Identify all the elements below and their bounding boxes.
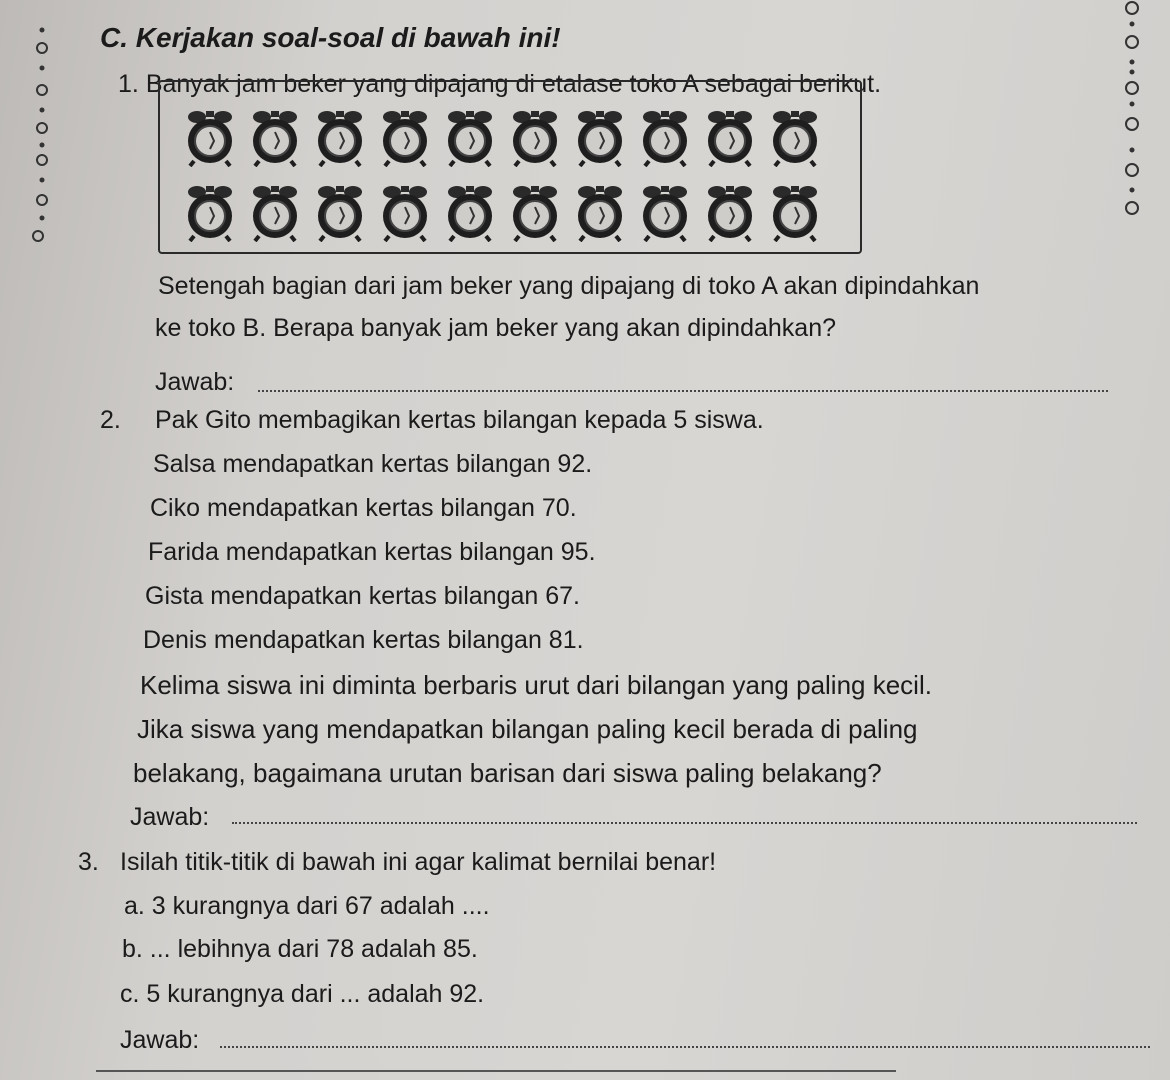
answer-line[interactable] (220, 1046, 1150, 1048)
question-3-prompt: Isilah titik-titik di bawah ini agar kalimat bernilai benar! (120, 848, 717, 876)
answer-label: Jawab: (155, 368, 235, 396)
question-2-line: Salsa mendapatkan kertas bilangan 92. (153, 450, 593, 478)
answer-line[interactable] (258, 390, 1108, 392)
question-3-item: b. ... lebihnya dari 78 adalah 85. (122, 935, 478, 963)
section-heading: C. Kerjakan soal-soal di bawah ini! (100, 22, 561, 53)
answer-line[interactable] (232, 822, 1137, 824)
question-2-line: Gista mendapatkan kertas bilangan 67. (145, 582, 580, 610)
alarm-clock-icon (440, 180, 500, 242)
question-1-body-line: Setengah bagian dari jam beker yang dipajang di toko A akan dipindahkan (158, 272, 980, 300)
left-border-decoration (30, 0, 60, 250)
right-border-decoration (1110, 0, 1150, 220)
alarm-clock-icon (310, 180, 370, 242)
question-text: Banyak jam beker yang dipajang di etalase toko A sebagai berikut. (145, 70, 882, 98)
question-3-item: c. 5 kurangnya dari ... adalah 92. (120, 980, 485, 1008)
question-2-line: belakang, bagaimana urutan barisan dari siswa paling belakang? (133, 758, 882, 788)
alarm-clock-icon (505, 105, 565, 167)
alarm-clock-icon (180, 105, 240, 167)
question-number: 2. (100, 406, 121, 434)
answer-label: Jawab: (120, 1026, 200, 1054)
question-number: 3. (78, 848, 99, 876)
alarm-clock-icon (635, 105, 695, 167)
question-2-line: Kelima siswa ini diminta berbaris urut dari bilangan yang paling kecil. (140, 670, 932, 700)
alarm-clock-icon (245, 180, 305, 242)
alarm-clock-icon (505, 180, 565, 242)
alarm-clock-icon (570, 180, 630, 242)
question-2-line: Jika siswa yang mendapatkan bilangan paling kecil berada di paling (137, 714, 918, 744)
question-2-line: Denis mendapatkan kertas bilangan 81. (143, 626, 584, 654)
alarm-clock-icon (375, 180, 435, 242)
alarm-clock-icon (700, 180, 760, 242)
question-3-item: a. 3 kurangnya dari 67 adalah .... (124, 892, 490, 920)
divider (96, 1070, 896, 1076)
question-1-body-line: ke toko B. Berapa banyak jam beker yang akan dipindahkan? (155, 314, 837, 342)
clock-row (180, 105, 825, 167)
clock-row (180, 180, 825, 242)
alarm-clock-icon (180, 180, 240, 242)
alarm-clock-icon (765, 180, 825, 242)
alarm-clock-icon (310, 105, 370, 167)
question-2-line: Pak Gito membagikan kertas bilangan kepada 5 siswa. (155, 406, 764, 434)
alarm-clock-icon (440, 105, 500, 167)
alarm-clock-icon (700, 105, 760, 167)
alarm-clock-icon (635, 180, 695, 242)
alarm-clock-icon (765, 105, 825, 167)
alarm-clock-icon (570, 105, 630, 167)
question-2-line: Farida mendapatkan kertas bilangan 95. (148, 538, 596, 566)
alarm-clock-icon (245, 105, 305, 167)
question-2-line: Ciko mendapatkan kertas bilangan 70. (150, 494, 577, 522)
alarm-clock-icon (375, 105, 435, 167)
question-number: 1. (118, 70, 139, 98)
answer-label: Jawab: (130, 803, 210, 831)
